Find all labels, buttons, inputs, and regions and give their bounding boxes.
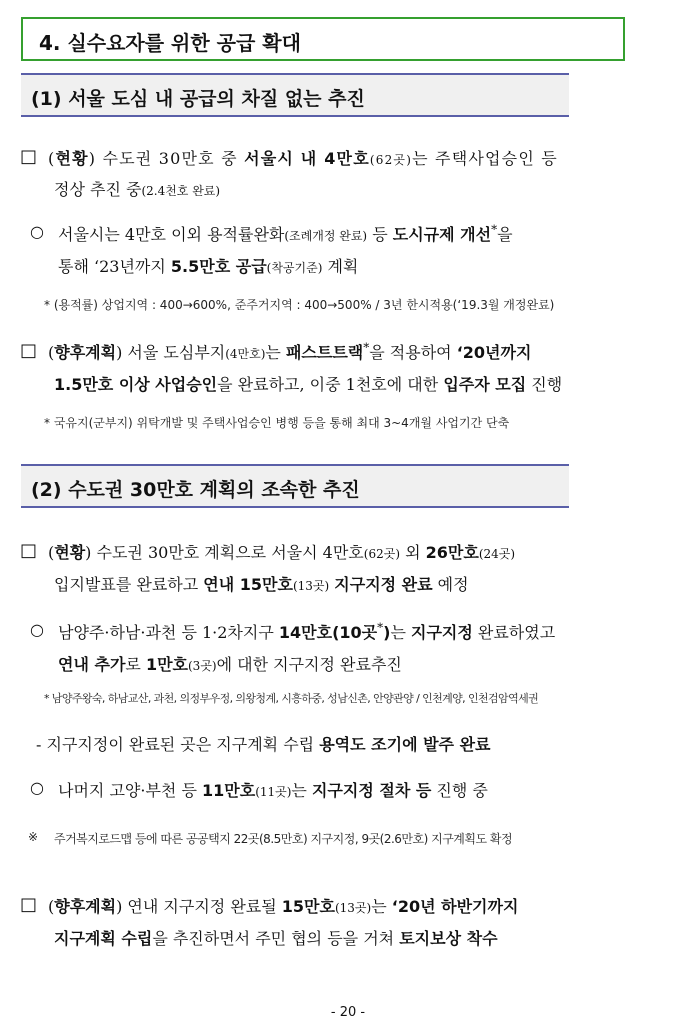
page-number: - 20 -	[330, 1005, 366, 1020]
subheading-1	[21, 73, 569, 117]
paragraph-line: 1.5만호 이상 사업승인을 완료하고, 이중 1천호에 대한 입주자 모집 진행	[54, 375, 563, 394]
footnote: * 국유지(군부지) 위탁개발 및 주택사업승인 병행 등을 통해 최대 3~4개월 사업기간 단축	[44, 416, 510, 430]
section-title: 4. 실수요자를 위한 공급 확대	[39, 31, 301, 55]
paragraph-line: (향후계획) 연내 지구지정 완료될 15만호(13곳)는 ‘20년 하반기까지	[48, 897, 519, 916]
bullet-square: □	[20, 146, 38, 167]
paragraph-line: 서울시는 4만호 이외 용적률완화(조례개정 완료) 등 도시규제 개선*을	[58, 222, 513, 244]
subheading-1-title: (1) 서울 도심 내 공급의 차질 없는 추진	[31, 88, 365, 110]
bullet-square: □	[20, 894, 38, 915]
bullet-square: □	[20, 340, 38, 361]
dash-item: - 지구지정이 완료된 곳은 지구계획 수립 용역도 조기에 발주 완료	[36, 735, 491, 754]
paragraph-line: 통해 ‘23년까지 5.5만호 공급(착공기준) 계획	[58, 257, 359, 276]
paragraph-line: (현황) 수도권 30만호 계획으로 서울시 4만호(62곳) 외 26만호(24곳)	[48, 543, 516, 562]
reference-mark: ※	[28, 830, 39, 844]
paragraph-line: (향후계획) 서울 도심부지(4만호)는 패스트트랙*을 적용하여 ‘20년까지	[48, 340, 532, 362]
paragraph-line: 정상 추진 중(2.4천호 완료)	[54, 180, 221, 199]
bullet-square: □	[20, 540, 38, 561]
paragraph-line: 지구계획 수립을 추진하면서 주민 협의 등을 거쳐 토지보상 착수	[54, 929, 498, 948]
footnote: * (용적률) 상업지역 : 400→600%, 준주거지역 : 400→500% / 3년 한시적용(‘19.3월 개정완료)	[44, 298, 555, 312]
paragraph-line: (현황) 수도권 30만호 중 서울시 내 4만호(62곳)는 주택사업승인 등	[48, 149, 558, 168]
footnote: * 남양주왕숙, 하남교산, 과천, 의정부우정, 의왕청계, 시흥하중, 성남신촌, 안양관양 / 인천계양, 인천검암역세권	[44, 692, 539, 705]
bullet-circle: ○	[30, 222, 44, 241]
subheading-2	[21, 464, 569, 508]
reference-note: 주거복지로드맵 등에 따른 공공택지 22곳(8.5만호) 지구지정, 9곳(2.6만호) 지구계획도 확정	[54, 832, 513, 846]
bullet-circle: ○	[30, 778, 44, 797]
paragraph-line: 나머지 고양·부천 등 11만호(11곳)는 지구지정 절차 등 진행 중	[58, 781, 488, 800]
paragraph-line: 연내 추가로 1만호(3곳)에 대한 지구지정 완료추진	[58, 655, 402, 674]
section-title-box	[21, 17, 625, 61]
bullet-circle: ○	[30, 620, 44, 639]
paragraph-line: 남양주·하남·과천 등 1·2차지구 14만호(10곳*)는 지구지정 완료하였고	[58, 620, 556, 642]
paragraph-line: 입지발표를 완료하고 연내 15만호(13곳) 지구지정 완료 예정	[54, 575, 469, 594]
subheading-2-title: (2) 수도권 30만호 계획의 조속한 추진	[31, 479, 360, 501]
